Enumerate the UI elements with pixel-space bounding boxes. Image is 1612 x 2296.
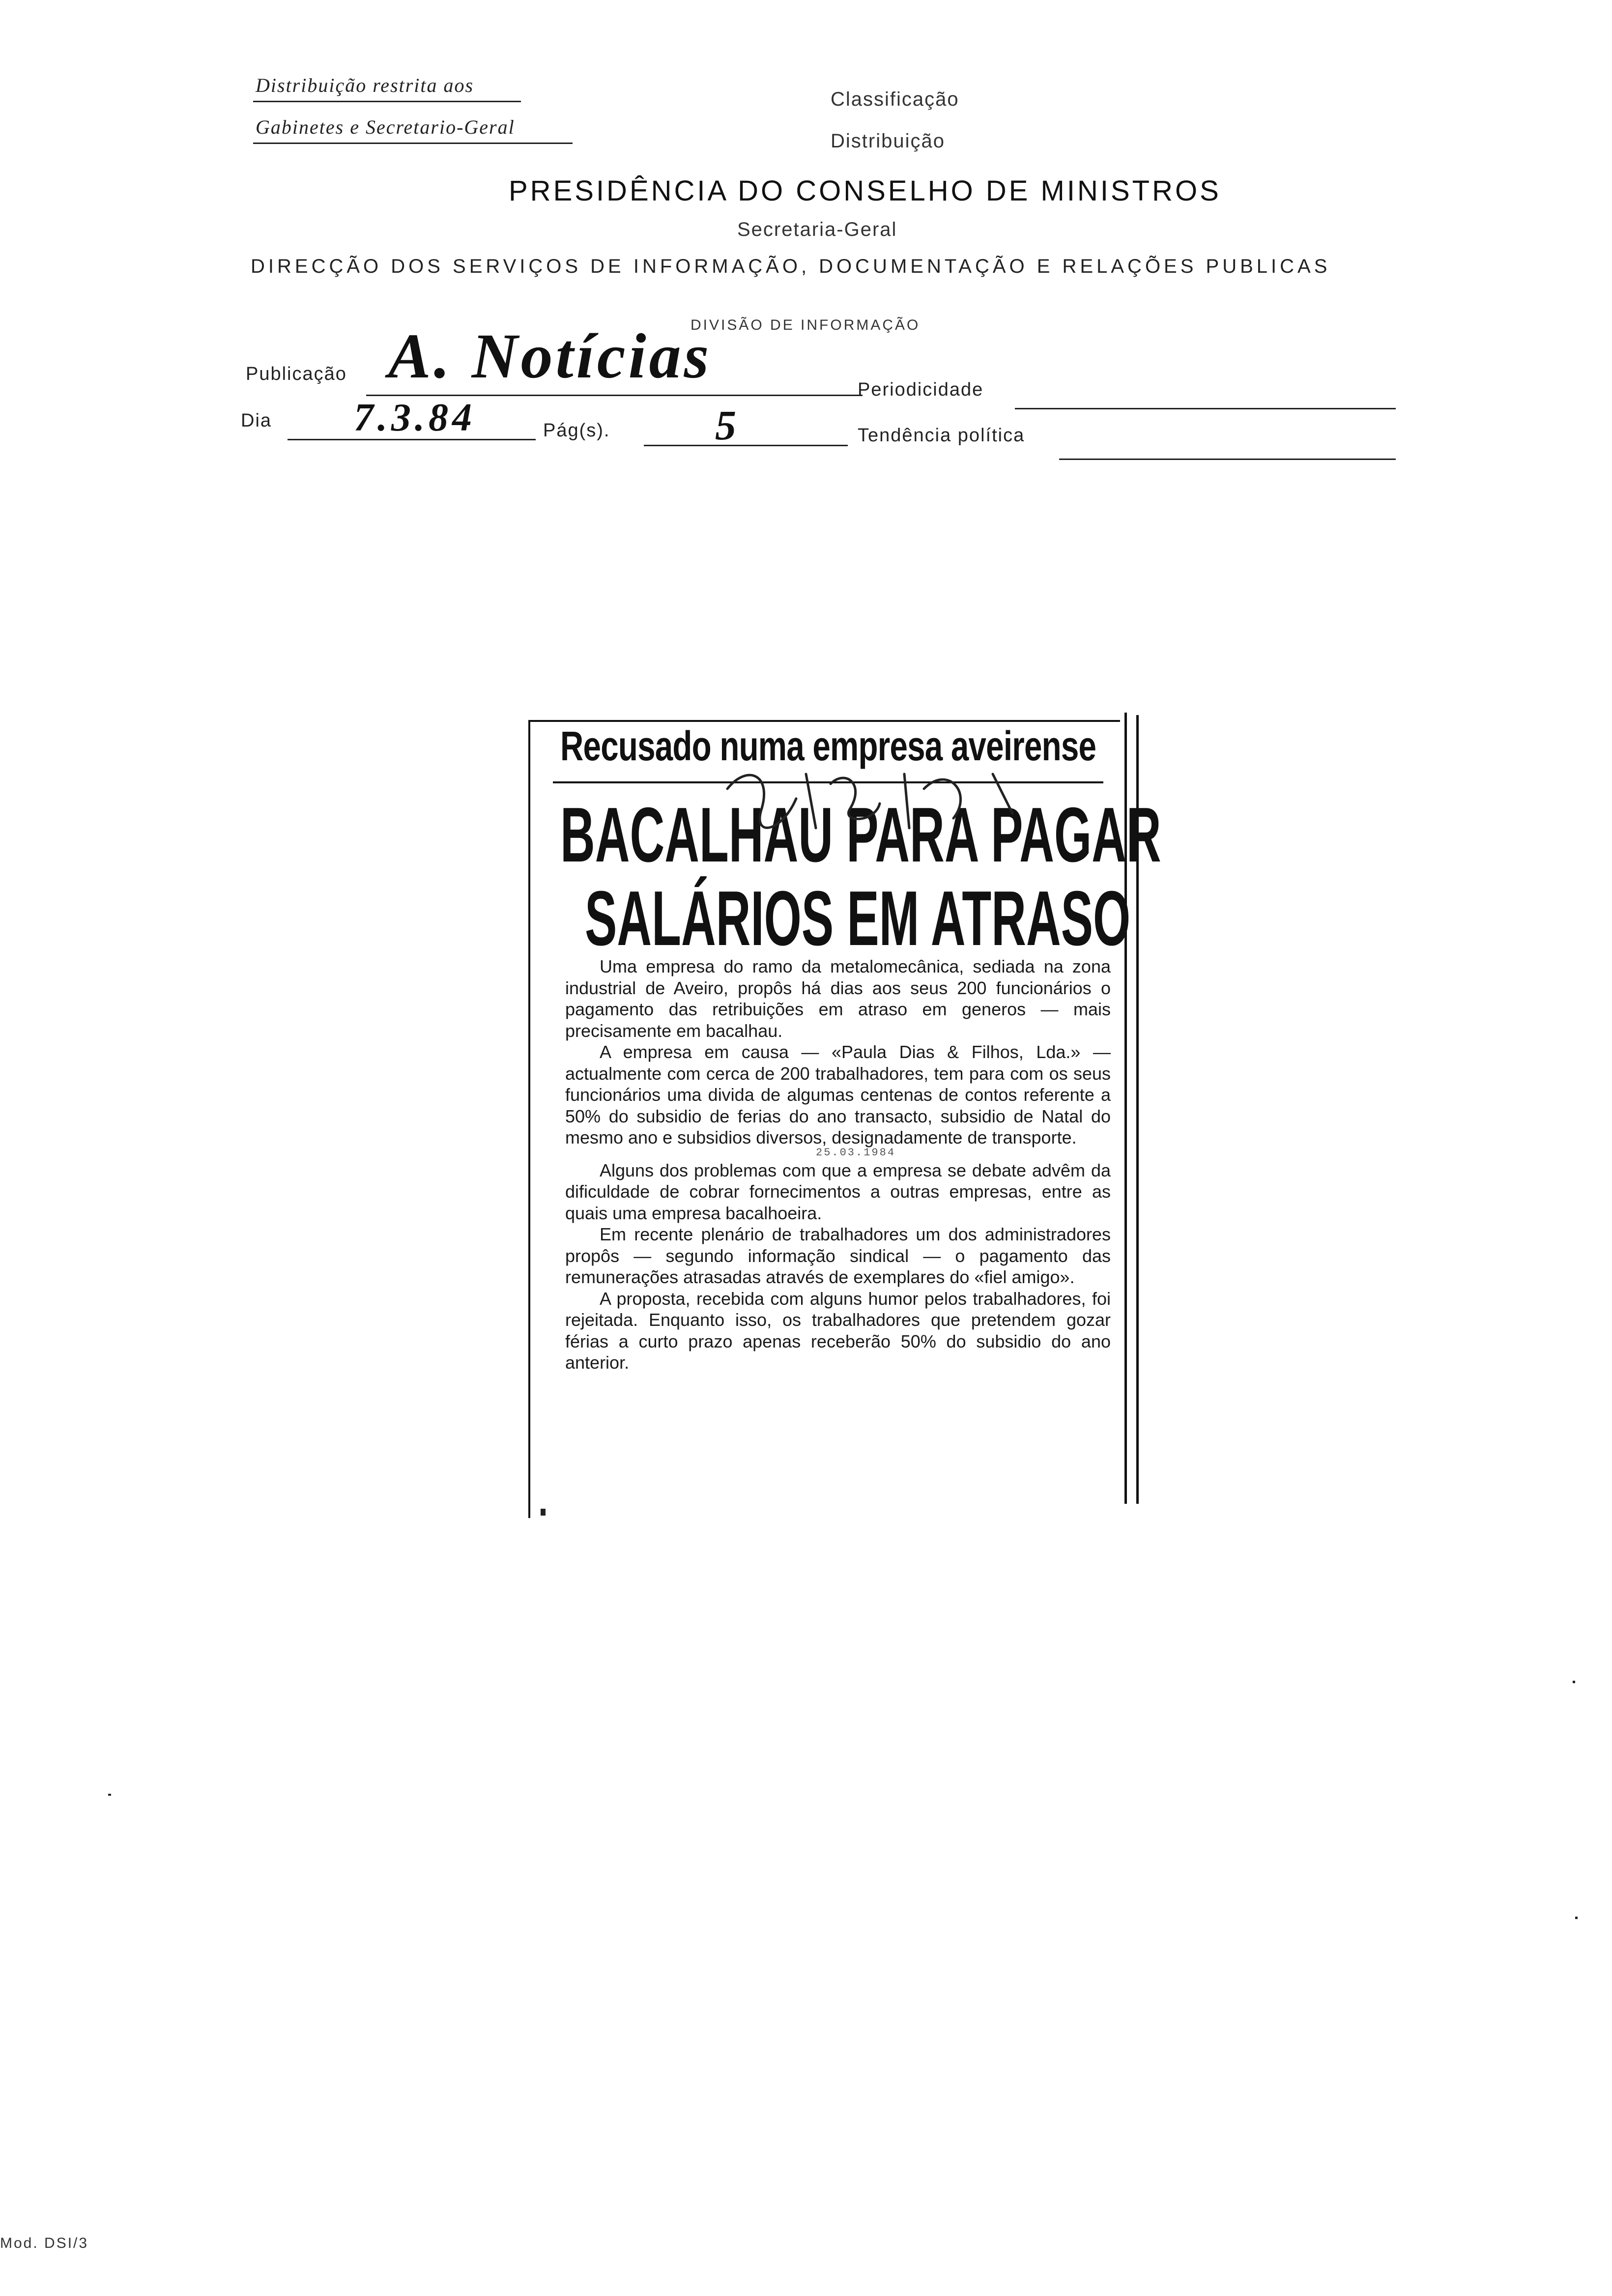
handwritten-annotation-scribble	[718, 754, 1022, 882]
distribution-underline-2	[253, 143, 573, 144]
day-handwritten-value: 7.3.84	[354, 396, 476, 439]
article-paragraph-4: Em recente plenário de trabalhadores um dos administradores propôs — segundo informação sindical — o pagamento das remunerações atrasadas através de exemplares do «fiel amigo».	[565, 1224, 1111, 1287]
political-tendency-label: Tendência política	[858, 425, 1025, 446]
publication-handwritten-value: A. Notícias	[388, 321, 712, 392]
department-name: DIRECÇÃO DOS SERVIÇOS DE INFORMAÇÃO, DOCUMENTAÇÃO E RELAÇÕES PUBLICAS	[251, 256, 1331, 277]
organization-title: PRESIDÊNCIA DO CONSELHO DE MINISTROS	[509, 175, 1221, 207]
periodicity-label: Periodicidade	[858, 379, 984, 400]
headline-line-1: BACALHAU PARA PAGAR	[560, 792, 1161, 878]
model-code: Mod. DSI/3	[0, 2235, 89, 2251]
registration-stamp: 25.03.1984	[816, 1146, 896, 1159]
scan-dot-2	[1573, 1681, 1575, 1683]
article-kicker: Recusado numa empresa aveirense	[560, 723, 1096, 769]
pages-line	[644, 445, 848, 446]
article-paragraph-5: A proposta, recebida com alguns humor pelos trabalhadores, foi rejeitada. Enquanto isso, os trabalhadores que pretendem gozar férias a curto prazo apenas receberão 50% do subsidio do ano anterior.	[565, 1288, 1111, 1373]
day-label: Dia	[241, 410, 272, 431]
distribution-label: Distribuição	[831, 130, 945, 152]
article-paragraph-2: A empresa em causa — «Paula Dias & Filhos, Lda.» — actualmente com cerca de 200 trabalhadores, tem para com os seus funcionários uma divida de algumas centenas de contos referente a 50% do subsidio de ferias do ano transacto, subsidio de Natal do mesmo ano e subsidios diversos, designadamente de transporte.	[565, 1042, 1111, 1148]
classification-label: Classificação	[831, 88, 959, 110]
article-paragraph-3: Alguns dos problemas com que a empresa se debate advêm da dificuldade de cobrar fornecimentos a outras empresas, entre as quais uma empresa bacalhoeira.	[565, 1160, 1111, 1223]
pages-handwritten-value: 5	[715, 402, 736, 449]
article-paragraph-1: Uma empresa do ramo da metalomecânica, sediada na zona industrial de Aveiro, propôs há dias aos seus 200 funcionários o pagamento das retribuições em atraso em generos — mais precisamente em bacalhau.	[565, 956, 1111, 1041]
distribution-note-line2: Gabinetes e Secretario-Geral	[256, 116, 515, 138]
scan-dot-3	[1575, 1917, 1578, 1919]
political-tendency-line	[1059, 459, 1396, 460]
headline-line-2: SALÁRIOS EM ATRASO	[585, 875, 1131, 962]
publication-label: Publicação	[246, 364, 347, 384]
article-body	[565, 956, 1111, 1374]
pages-label: Pág(s).	[543, 420, 610, 441]
distribution-underline-1	[253, 101, 521, 102]
scan-mark	[541, 1509, 546, 1516]
periodicity-line	[1015, 408, 1396, 409]
scan-dot-1	[108, 1794, 111, 1796]
distribution-note-line1: Distribuição restrita aos	[256, 74, 474, 96]
organization-subtitle: Secretaria-Geral	[737, 219, 897, 240]
division-name: DIVISÃO DE INFORMAÇÃO	[691, 317, 921, 333]
